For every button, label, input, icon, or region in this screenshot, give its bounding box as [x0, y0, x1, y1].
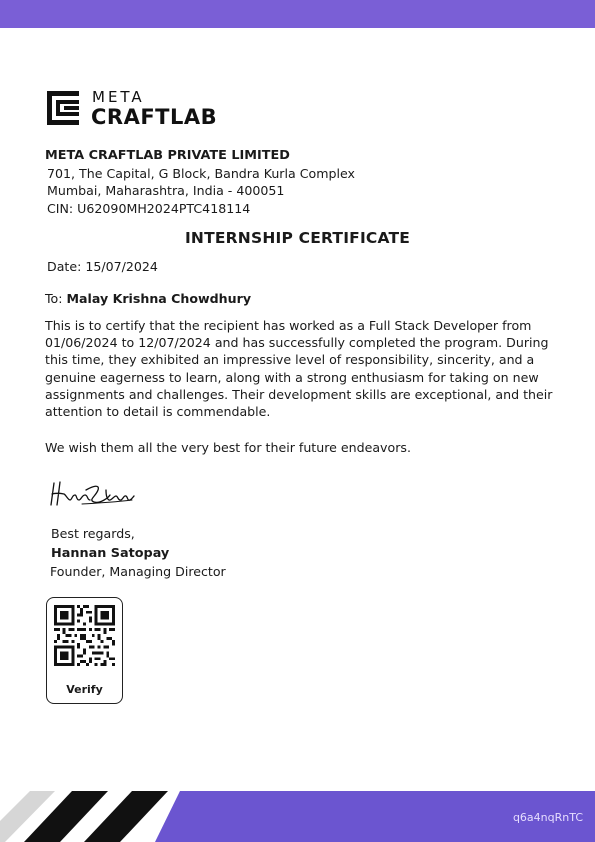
closing-wish: We wish them all the very best for their future endeavors. [45, 440, 411, 455]
verify-button[interactable]: Verify [66, 683, 103, 696]
certificate-body [45, 317, 555, 420]
best-regards-text: Best regards, [51, 526, 135, 541]
qr-code-icon[interactable] [54, 605, 115, 666]
to-label: To: [45, 291, 63, 306]
company-details [45, 147, 565, 217]
company-name: META CRAFTLAB PRIVATE LIMITED [45, 148, 290, 163]
logo-craftlab-text: CRAFTLAB [91, 105, 218, 129]
recipient-name: Malay Krishna Chowdhury [66, 291, 252, 306]
bottom-decorative-band [0, 791, 595, 842]
certificate-title: INTERNSHIP CERTIFICATE [184, 229, 411, 247]
signer-role: Founder, Managing Director [50, 564, 226, 579]
company-cin: CIN: U62090MH2024PTC418114 [47, 200, 251, 216]
craftlab-logo-icon [45, 89, 81, 127]
verify-qr-card[interactable] [46, 597, 123, 704]
address-line-2: Mumbai, Maharashtra, India - 400051 [47, 183, 285, 198]
logo-meta-text: META [92, 88, 145, 106]
signer-name: Hannan Satopay [51, 546, 170, 561]
certificate-body-paragraph: This is to certify that the recipient has worked as a Full Stack Developer from 01/06/2024 to 12/07/2024 and has successfully completed the program. During this time, they exhibited an impressive level of responsibility, sincerity, and a genuine eagerness to learn, along with a strong enthusiasm for taking on new assignments and challenges. Their development skills are exceptional, and their attention to detail is commendable. [45, 318, 553, 420]
certificate-id: q6a4nqRnTC [512, 811, 583, 824]
address-line-1: 701, The Capital, G Block, Bandra Kurla Complex [47, 165, 355, 181]
certificate-date: Date: 15/07/2024 [47, 259, 158, 274]
recipient-line [45, 291, 251, 306]
top-accent-bar [0, 0, 595, 28]
handwritten-signature [48, 478, 138, 510]
company-logo [45, 89, 225, 129]
